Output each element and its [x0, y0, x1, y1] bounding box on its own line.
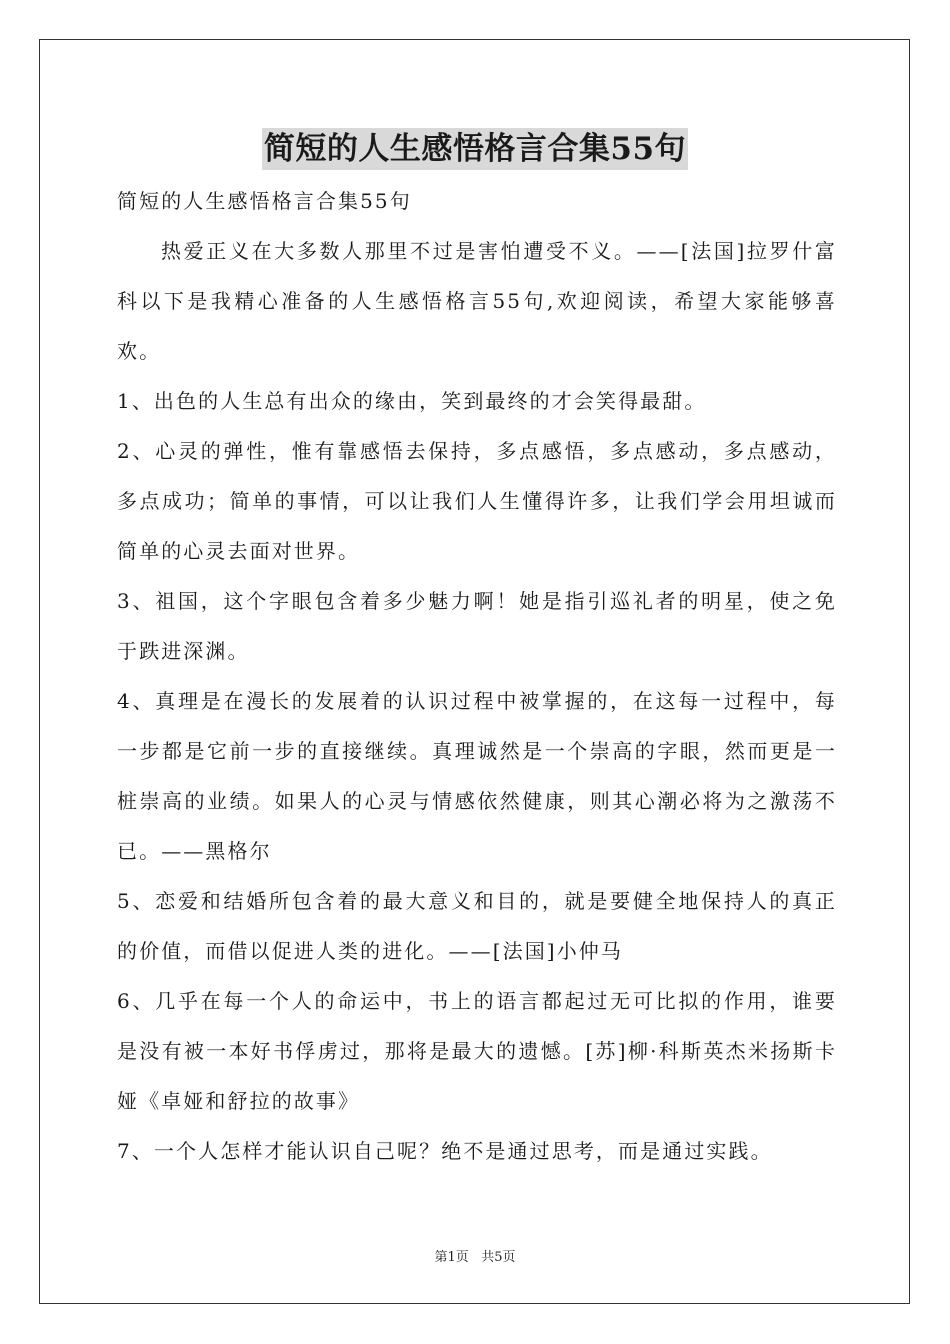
paragraph-item-4: 4、真理是在漫长的发展着的认识过程中被掌握的，在这每一过程中，每一步都是它前一步的直接继续。真理诚然是一个崇高的字眼，然而更是一桩崇高的业绩。如果人的心灵与情感依然健康，则其心潮必将为之激荡不已。——黑格尔 [117, 689, 837, 863]
paragraph-item-6: 6、几乎在每一个人的命运中，书上的语言都起过无可比拟的作用，谁要是没有被一本好书俘虏过，那将是最大的遗憾。[苏]柳·科斯英杰米扬斯卡娅《卓娅和舒拉的故事》 [117, 989, 837, 1113]
paragraph-intro: 热爱正义在大多数人那里不过是害怕遭受不义。——[法国]拉罗什富科以下是我精心准备的人生感悟格言55句,欢迎阅读，希望大家能够喜欢。 [117, 239, 837, 363]
document-body [117, 176, 837, 1176]
page-number: 第1页 [434, 1250, 469, 1265]
document-title: 简短的人生感悟格言合集55句 [262, 128, 688, 170]
page-total: 共5页 [481, 1250, 516, 1265]
paragraph-item-1: 1、出色的人生总有出众的缘由，笑到最终的才会笑得最甜。 [117, 389, 707, 413]
title-container [0, 128, 950, 170]
paragraph-item-7: 7、一个人怎样才能认识自己呢？绝不是通过思考，而是通过实践。 [117, 1139, 773, 1163]
paragraph-item-3: 3、祖国，这个字眼包含着多少魅力啊！她是指引巡礼者的明星，使之免于跌进深渊。 [117, 589, 837, 663]
paragraph-subtitle: 简短的人生感悟格言合集55句 [117, 189, 412, 213]
paragraph-item-5: 5、恋爱和结婚所包含着的最大意义和目的，就是要健全地保持人的真正的价值，而借以促进人类的进化。——[法国]小仲马 [117, 889, 837, 963]
paragraph-item-2: 2、心灵的弹性，惟有靠感悟去保持，多点感悟，多点感动，多点感动，多点成功；简单的事情，可以让我们人生懂得许多，让我们学会用坦诚而简单的心灵去面对世界。 [117, 439, 837, 563]
page-footer [0, 1246, 950, 1265]
